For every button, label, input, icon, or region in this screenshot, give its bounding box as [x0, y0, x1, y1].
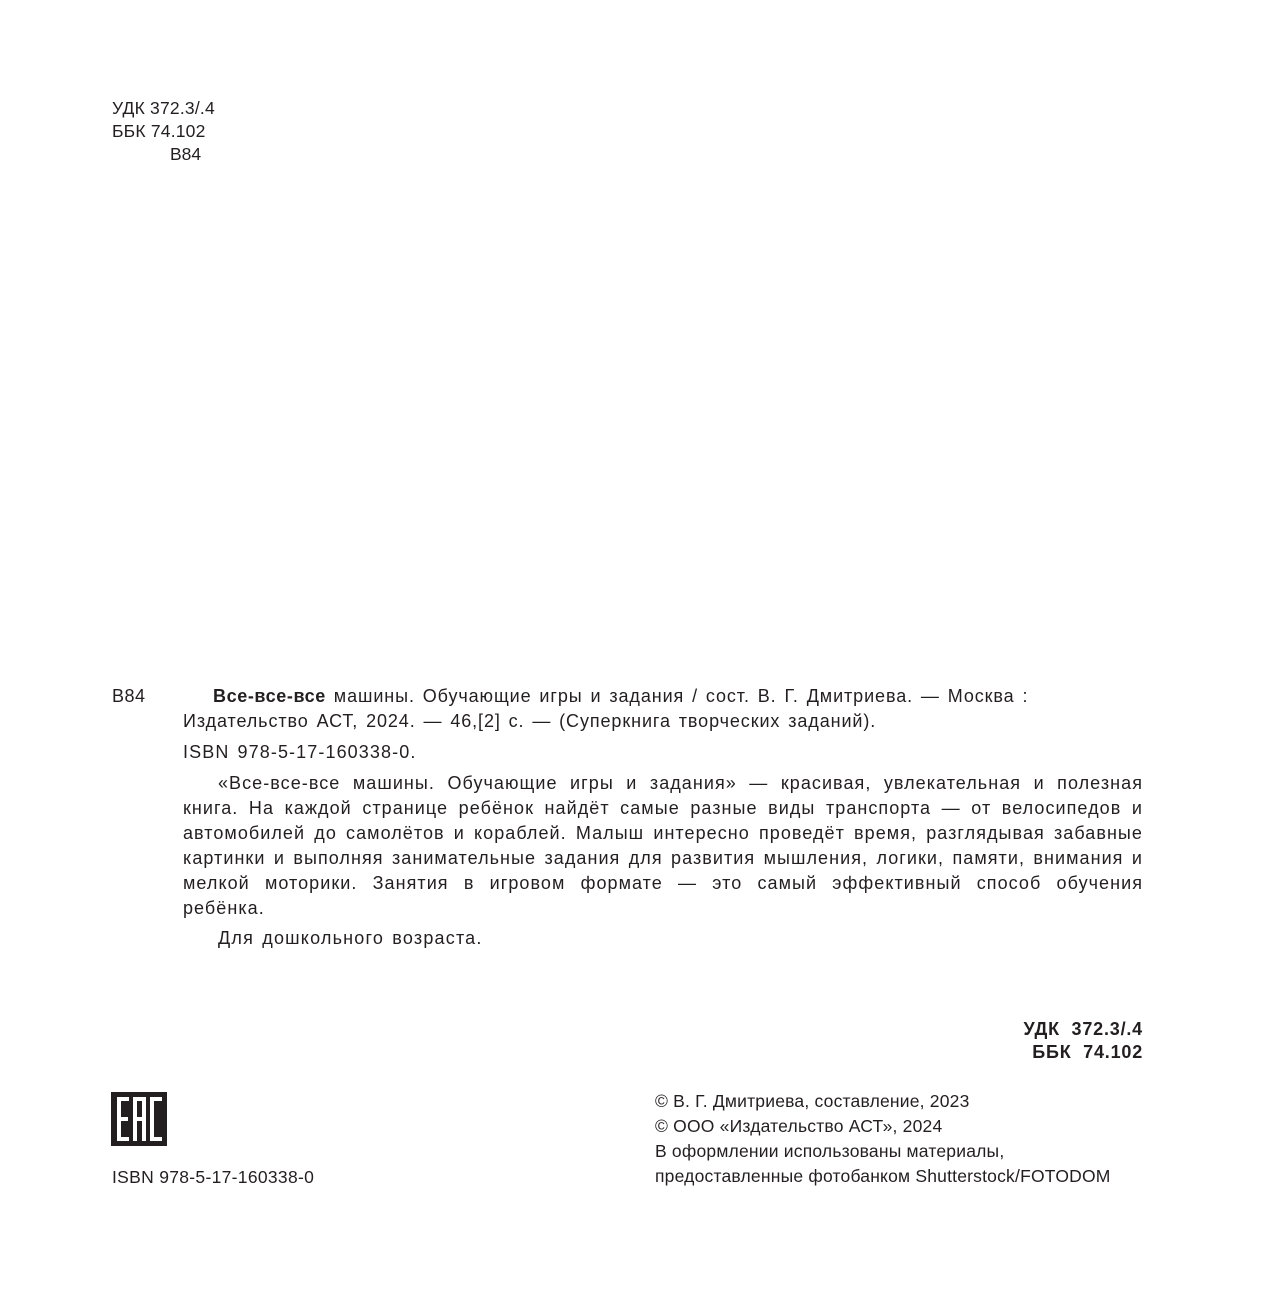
biblio-description [183, 684, 1143, 709]
udk-code: УДК 372.3/.4 [112, 98, 215, 118]
biblio-author-mark: В84 [112, 686, 146, 706]
materials-note: В оформлении использованы материалы, [655, 1141, 1005, 1161]
top-classification-block [112, 97, 215, 166]
bbk-code-bold: ББК 74.102 [1032, 1042, 1143, 1062]
photo-credit: предоставленные фотобанком Shutterstock/FOTODOM [655, 1166, 1111, 1186]
age-note: Для дошкольного возраста. [218, 928, 483, 948]
bibliographic-record [183, 684, 1143, 951]
bottom-classification-block [1023, 1018, 1143, 1064]
publisher-info: Издательство АСТ, 2024. — 46,[2] с. — (Суперкнига творческих заданий). [183, 711, 877, 731]
copyright-block [655, 1089, 1111, 1189]
udk-code-bold: УДК 372.3/.4 [1023, 1019, 1143, 1039]
copyright-publisher: © ООО «Издательство АСТ», 2024 [655, 1116, 943, 1136]
book-annotation: «Все-все-все машины. Обучающие игры и задания» — красивая, увлекательная и полезная книга. На каждой странице ребёнок найдёт самые разные виды транспорта — от велосипедов и автомобилей до самолётов и кораблей. Малыш интересно проведёт время, разглядывая забавные картинки и выполняя занимательные задания для развития мышления, логики, памяти, внимания и мелкой моторики. Занятия в игровом формате — это самый эффективный способ обучения ребёнка. [183, 773, 1143, 918]
book-title-bold: Все-все-все [213, 686, 326, 706]
copyright-compiler: © В. Г. Дмитриева, составление, 2023 [655, 1091, 970, 1111]
author-mark: В84 [170, 144, 202, 164]
eac-mark-icon [111, 1092, 167, 1146]
book-title-rest: машины. Обучающие игры и задания / сост. В. Г. Дмитриева. — Москва : [325, 686, 1029, 706]
eac-logo-icon [111, 1092, 167, 1146]
biblio-isbn: ISBN 978-5-17-160338-0. [183, 742, 417, 762]
isbn-bottom: ISBN 978-5-17-160338-0 [112, 1167, 315, 1187]
biblio-description-line2 [183, 709, 1143, 734]
bbk-code: ББК 74.102 [112, 121, 206, 141]
